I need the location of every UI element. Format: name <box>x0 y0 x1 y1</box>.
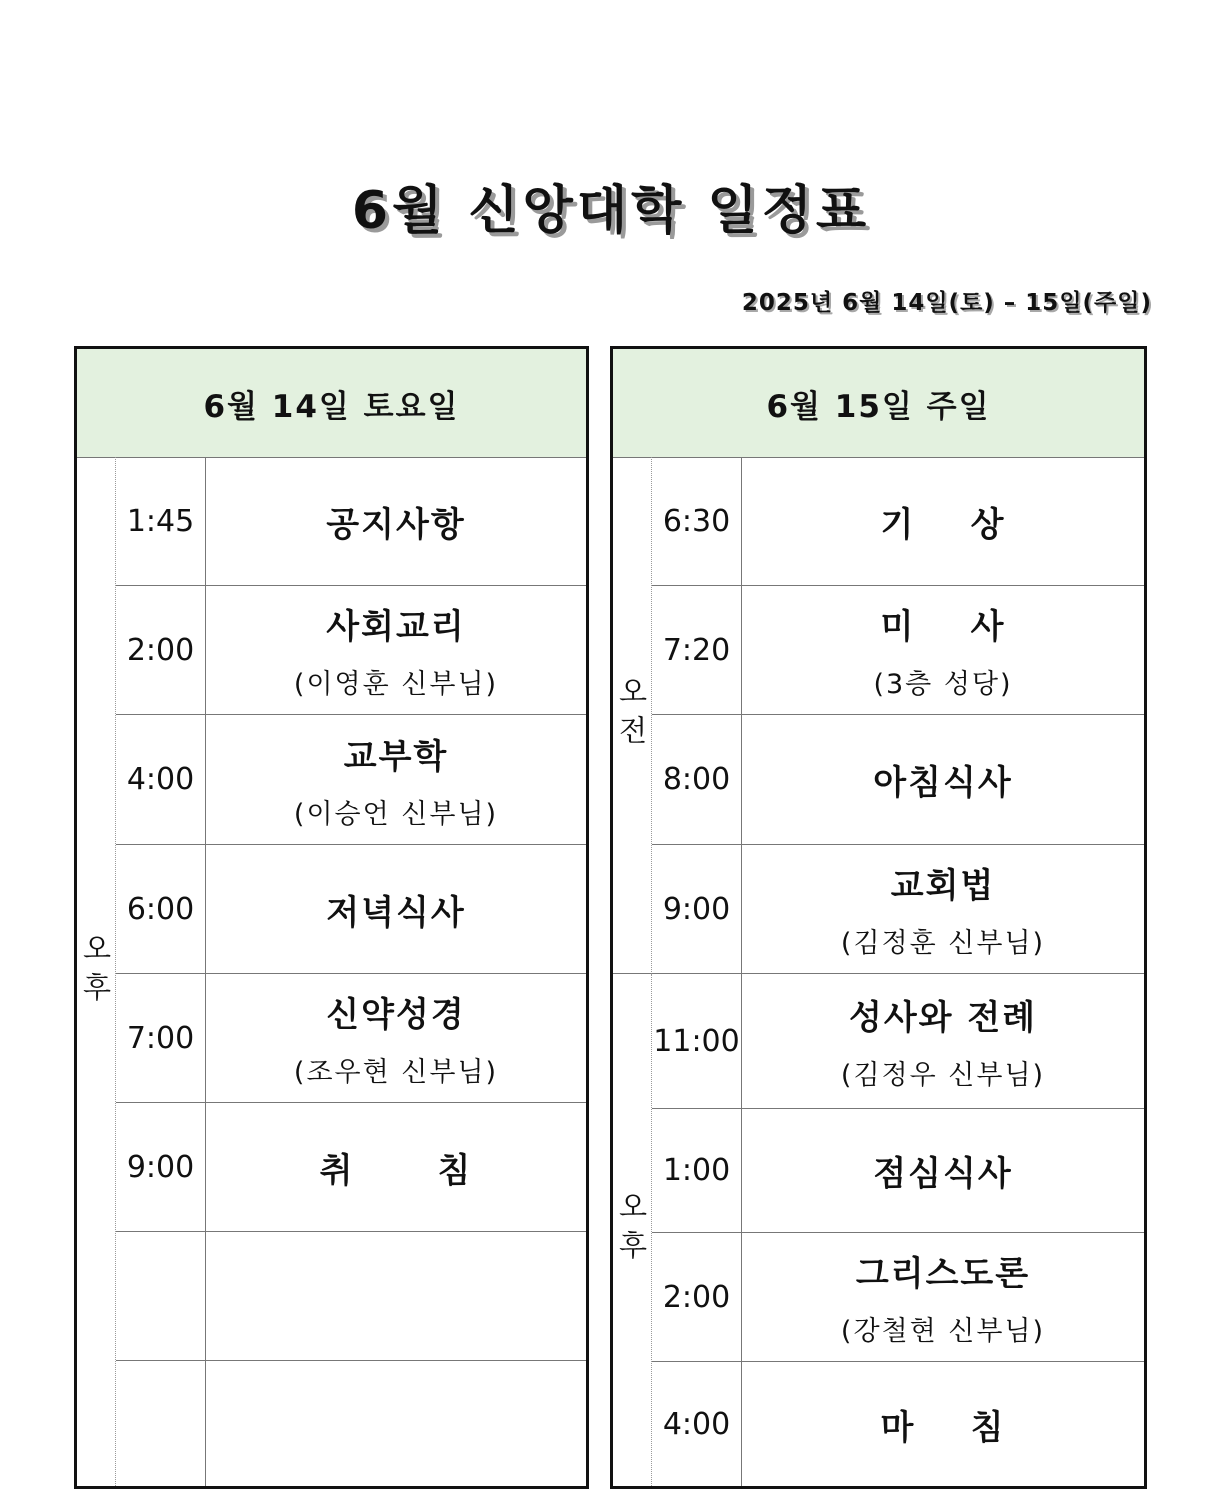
schedule-day1 <box>74 346 589 1489</box>
table-row <box>652 457 1144 586</box>
time-cell: 9:00 <box>652 845 742 973</box>
event-cell <box>206 1232 586 1360</box>
time-cell <box>116 1361 206 1486</box>
event-title: 사회교리 <box>326 607 466 647</box>
day2-period-am <box>613 457 652 974</box>
time-cell: 7:00 <box>116 974 206 1102</box>
time-cell: 1:00 <box>652 1109 742 1232</box>
time-cell: 2:00 <box>652 1233 742 1361</box>
period-label: 오후 <box>614 1191 649 1269</box>
time-cell: 6:30 <box>652 457 742 585</box>
event-cell <box>206 586 586 714</box>
event-title: 미 사 <box>880 607 1006 647</box>
table-row <box>116 1232 586 1361</box>
period-label: 오후 <box>78 932 113 1011</box>
event-cell <box>206 845 586 973</box>
event-title: 점심식사 <box>873 1154 1013 1194</box>
time-cell: 8:00 <box>652 715 742 844</box>
event-cell <box>206 974 586 1102</box>
table-row <box>652 715 1144 845</box>
event-title: 마 침 <box>880 1407 1006 1448</box>
time-cell: 9:00 <box>116 1103 206 1231</box>
time-cell: 7:20 <box>652 586 742 714</box>
page-title: 6월 신앙대학 일정표 <box>351 181 871 241</box>
event-instructor: (조우현 신부님) <box>293 1057 499 1088</box>
event-instructor: (강철현 신부님) <box>840 1316 1046 1347</box>
time-cell: 1:45 <box>116 457 206 585</box>
time-cell: 2:00 <box>116 586 206 714</box>
event-title: 신약성경 <box>326 995 466 1035</box>
table-row <box>652 974 1144 1109</box>
table-row <box>652 1233 1144 1362</box>
table-row <box>652 586 1144 715</box>
table-row <box>116 1361 586 1486</box>
table-row <box>652 845 1144 974</box>
table-row <box>116 1103 586 1232</box>
time-cell: 4:00 <box>116 715 206 844</box>
period-label: 오전 <box>614 676 649 754</box>
event-title: 성사와 전례 <box>848 998 1038 1038</box>
event-cell <box>742 1109 1144 1232</box>
event-title: 저녁식사 <box>326 892 466 933</box>
table-row <box>652 1109 1144 1233</box>
event-cell <box>206 1361 586 1486</box>
event-cell <box>206 457 586 585</box>
table-row <box>116 715 586 845</box>
time-cell: 4:00 <box>652 1362 742 1486</box>
event-cell <box>742 457 1144 585</box>
time-cell: 11:00 <box>652 974 742 1108</box>
day1-period-pm <box>77 457 116 1486</box>
event-cell <box>742 715 1144 844</box>
event-instructor: (김정우 신부님) <box>840 1060 1046 1091</box>
event-cell <box>206 715 586 844</box>
event-cell <box>742 845 1144 973</box>
table-row <box>116 974 586 1103</box>
event-instructor: (이승언 신부님) <box>293 798 499 830</box>
table-row <box>116 457 586 586</box>
date-range: 2025년 6월 14일(토) – 15일(주일) <box>741 290 1152 316</box>
event-title: 공지사항 <box>326 504 466 545</box>
day2-period-pm <box>613 974 652 1486</box>
event-cell <box>742 1233 1144 1361</box>
event-cell <box>742 586 1144 714</box>
event-title: 그리스도론 <box>855 1254 1031 1294</box>
table-row <box>116 845 586 974</box>
event-cell <box>742 974 1144 1108</box>
day2-header: 6월 15일 주일 <box>613 349 1144 458</box>
event-instructor: (김정훈 신부님) <box>840 928 1046 959</box>
time-cell <box>116 1232 206 1360</box>
time-cell: 6:00 <box>116 845 206 973</box>
event-cell <box>742 1362 1144 1486</box>
table-row <box>652 1362 1144 1486</box>
event-title: 교부학 <box>343 736 449 777</box>
event-title: 기 상 <box>880 504 1006 545</box>
event-cell <box>206 1103 586 1231</box>
event-title: 아침식사 <box>873 763 1013 803</box>
event-location: (3층 성당) <box>873 669 1013 700</box>
schedule-day2 <box>610 346 1147 1489</box>
event-title: 취 침 <box>319 1150 473 1191</box>
table-row <box>116 586 586 715</box>
day1-header: 6월 14일 토요일 <box>77 349 586 458</box>
event-instructor: (이영훈 신부님) <box>293 669 499 700</box>
event-title: 교회법 <box>890 866 996 906</box>
